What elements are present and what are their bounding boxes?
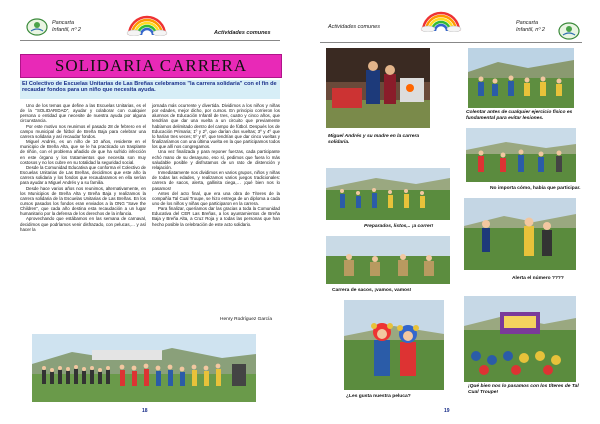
brand-line2: Infantil, nº 2: [52, 27, 81, 33]
paragraph: Por este motivo nos reunimos el pasado 28 de febrero en el campo municipal de fútbol de Breña Baja para celebrar una carrera solidaria y así recaudar fondos.: [20, 123, 146, 139]
paragraph: Desde hace varios años nos reunimos, alternativamente, en los Municipios de Breña Alta y Breña Baja y realizamos la carrera solidaria de la Escuelas Unitarias de Las Breñas. En los cursos pasados los fondos eran enviados a la ONG "Save the Children", que cada año destina esta recaudación a un lugar humanitario por la defensa de los derechos de la infancia.: [20, 185, 146, 217]
photo-puppet-show: [464, 296, 576, 382]
header-rule: [320, 42, 582, 43]
caption-4: Preparados, listos,.. ¡a correr!: [364, 224, 434, 229]
paragraph: Desde la Comunidad Educativa que conforma el Colectivo de Escuelas Unitarias de Las Breñas, decidimos que este año la carrera solidaria y los fondos que recaudaramos en ella serían para ayudar a Miguel Andrés y a su familia.: [20, 164, 146, 186]
caption-1: Miguel Andrés y su madre en la carrera solidaria.: [328, 134, 420, 145]
paragraph: Aprovechando que estábamos en las semana de carnaval, decidimos que podríamos venir disfrazado, con pelucas,… y así hacer la: [20, 216, 146, 232]
photo-wig-children: [344, 300, 444, 390]
paragraph: Una vez finalizada y para reponer fuerzas, cada participante echó mano de su desayuno, eso sí, pedimos que fuera lo más saludable posible y disfrutamos de un rato de distención y relajación.: [152, 149, 280, 170]
caption-8: ¡Qué bien nos lo pasamos con los títeres de Tal Cual Troupe!: [468, 384, 579, 395]
caption-2: Colentar antes de cualquier ejercicio físico es fundamental para evitar lesiones.: [466, 110, 573, 121]
photo-participants: [466, 128, 576, 182]
column-2: [152, 103, 280, 227]
header-rule: [20, 40, 280, 41]
article-title: SOLIDARIA CARRERA: [20, 54, 282, 78]
school-logo-icon: [558, 22, 580, 40]
photo-sack-race: [326, 236, 450, 284]
photo-miguel-and-mother: [326, 48, 430, 128]
photo-race-start: [326, 168, 450, 220]
caption-6: Alerta el número ????: [512, 276, 564, 281]
paragraph: Inmediatamente nos dividimos en varios grupos, niños y niñas de todas las edades, y realizamos varios juegos tradicionales: carrera de sacos, alerta, gallinita ciega,… ¡qué bien nos lo pasamos!: [152, 170, 280, 191]
brand-text: [52, 20, 81, 34]
rainbow-icon: [420, 10, 462, 32]
school-logo-icon: [26, 18, 48, 36]
section-label-right: Actividades comunes: [328, 24, 380, 30]
paragraph: Para finalizar, queríamos dar las gracias a toda la Comunidad Educativa del CER Las Breñas, a los ayuntamientos de Breña Baja y Breña Alta, a Cruz Roja y a todas las personas que han hecho posible la celebración de este acto solidario.: [152, 206, 280, 227]
caption-5: Carrera de sacos, ¡vamos, vamos!: [332, 288, 412, 293]
author-signature: Henry Rodríguez García: [220, 317, 272, 322]
rainbow-icon: [126, 14, 168, 36]
caption-3: No importa cómo, había que participar.: [490, 186, 581, 191]
page-number-left: 18: [142, 408, 148, 414]
caption-7: ¿Les gusta nuestra peluca?: [346, 394, 411, 399]
photo-warmup: [468, 48, 574, 108]
brand-line1: Pancarta: [516, 20, 539, 26]
page-number-right: 19: [444, 408, 450, 414]
photo-group-children: [32, 334, 256, 402]
right-page: [300, 0, 600, 424]
paragraph: Miguel Andrés, es un niño de 10 años, residente en el municipio de Breña Alta, que se le ha practicado un trasplante de riñón, con el problema añadido de que ha sufrido infección en este órgano y los tratamientos que necesita son muy costosos y no los cubre en su totalidad la seguridad social.: [20, 139, 146, 165]
brand-line2: Infantil, nº 2: [516, 27, 545, 33]
paragraph: Antes del acto final, que era una obra de Títeres de la compañía Tal Cual Troupe, se hizo entrega de un diploma a cada uno de los niños y niñas que participaron en la carrera.: [152, 190, 280, 206]
photo-alerta-game: [464, 198, 576, 270]
paragraph: Uno de los temas que define a las Escuelas Unitarias, es el de la "SOLIDARIDAD", ayudar y colaborar con cualquier persona o entidad que necesite de nuestra ayuda por alguna circunstancia.: [20, 103, 146, 124]
brand-text-right: [516, 20, 545, 34]
brand-line1: Pancarta: [52, 20, 75, 26]
section-label: Actividades comunes: [214, 30, 271, 36]
paragraph: jornada más ocurrente y divertida. Dividimos a los niños y niñas por edades, mejor dicho, por cursos. En principio corrieron los alumnos de Educación Infantil de tres, cuatro y cinco años, que tendrían que dar una vuelta a un circuito que previamente habíamos delimitado dentro del campo de fútbol. Después los de Educación Primaria; 1º y 2º, que darían dos vueltas; 3º y 4º que lo harían tres veces; 5º y 6º, que tendrían que dar cinco vueltas y finalizaríamos con una última vuelta en la que participamos todos los que allí nos congregamos.: [152, 103, 280, 150]
column-1: [20, 103, 146, 232]
article-lede: El Colectivo de Escuelas Unitarias de Las Breñas celebramos "la carrera solidaria" con el fin de recaudar fondos para un niño que necesita ayuda.: [20, 80, 280, 99]
